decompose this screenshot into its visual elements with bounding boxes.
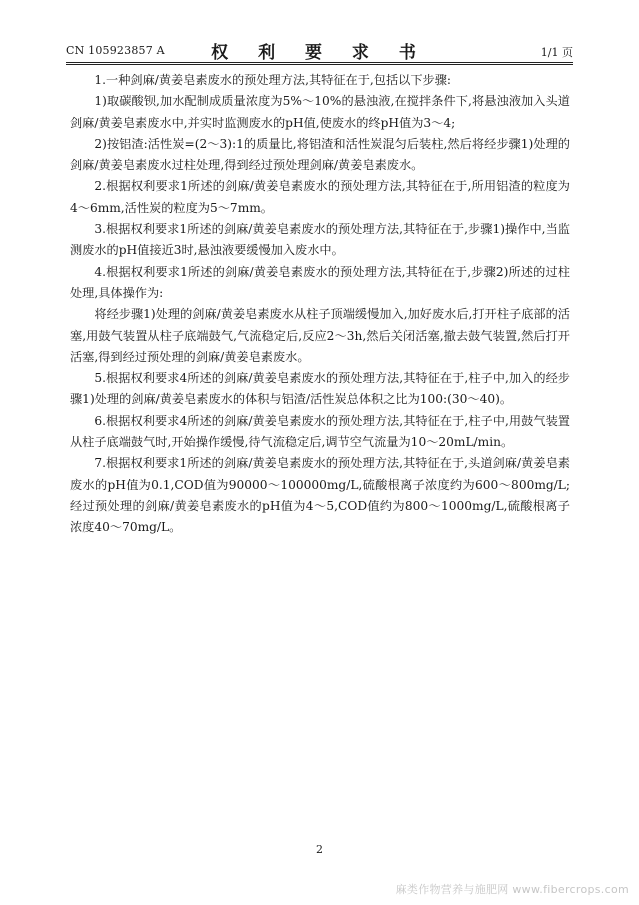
header-rule-secondary bbox=[66, 64, 573, 65]
document-title: 权 利 要 求 书 bbox=[211, 43, 428, 63]
watermark-text: 麻类作物营养与施肥网 www.fibercrops.com bbox=[395, 883, 629, 896]
page-number: 2 bbox=[316, 843, 323, 856]
document-header bbox=[66, 38, 573, 62]
claim-1-step-1: 1)取碳酸钡,加水配制成质量浓度为5%～10%的悬浊液,在搅拌条件下,将悬浊液加入头道剑麻/黄姜皂素废水中,并实时监测废水的pH值,使废水的终pH值为3～4; bbox=[70, 94, 570, 130]
header-rule bbox=[66, 62, 573, 63]
page-indicator: 1/1 页 bbox=[540, 46, 573, 59]
claim-1-step-2: 2)按铝渣:活性炭=(2～3):1的质量比,将铝渣和活性炭混匀后装柱,然后将经步骤1)处理的剑麻/黄姜皂素废水过柱处理,得到经过预处理剑麻/黄姜皂素废水。 bbox=[70, 136, 570, 173]
claim-4-detail: 将经步骤1)处理的剑麻/黄姜皂素废水从柱子顶端缓慢加入,加好废水后,打开柱子底部的活塞,用鼓气装置从柱子底端鼓气,气流稳定后,反应2～3h,然后关闭活塞,撤去鼓气装置,然后打开活塞,得到经过预处理的剑麻/黄姜皂素废水。 bbox=[70, 307, 570, 364]
claims-body bbox=[70, 70, 570, 539]
claim-5: 5.根据权利要求4所述的剑麻/黄姜皂素废水的预处理方法,其特征在于,柱子中,加入的经步骤1)处理的剑麻/黄姜皂素废水的体积与铝渣/活性炭总体积之比为100:(30～40)。 bbox=[70, 371, 570, 407]
patent-number: CN 105923857 A bbox=[66, 44, 165, 57]
claim-3: 3.根据权利要求1所述的剑麻/黄姜皂素废水的预处理方法,其特征在于,步骤1)操作中,当监测废水的pH值接近3时,悬浊液要缓慢加入废水中。 bbox=[70, 222, 570, 258]
claim-6: 6.根据权利要求4所述的剑麻/黄姜皂素废水的预处理方法,其特征在于,柱子中,用鼓气装置从柱子底端鼓气时,开始操作缓慢,待气流稳定后,调节空气流量为10～20mL/min。 bbox=[70, 413, 570, 450]
claim-7: 7.根据权利要求1所述的剑麻/黄姜皂素废水的预处理方法,其特征在于,头道剑麻/黄姜皂素废水的pH值为0.1,COD值为90000～100000mg/L,硫酸根离子浓度约为600～800mg/L;经过预处理的剑麻/黄姜皂素废水的pH值为4～5,COD值约为800～1000mg/L,硫酸根离子浓度40～70mg/L。 bbox=[70, 456, 570, 535]
claim-1: 1.一种剑麻/黄姜皂素废水的预处理方法,其特征在于,包括以下步骤: bbox=[94, 73, 452, 87]
claim-4: 4.根据权利要求1所述的剑麻/黄姜皂素废水的预处理方法,其特征在于,步骤2)所述的过柱处理,具体操作为: bbox=[70, 264, 570, 300]
claim-2: 2.根据权利要求1所述的剑麻/黄姜皂素废水的预处理方法,其特征在于,所用铝渣的粒度为4～6mm,活性炭的粒度为5～7mm。 bbox=[70, 179, 570, 215]
